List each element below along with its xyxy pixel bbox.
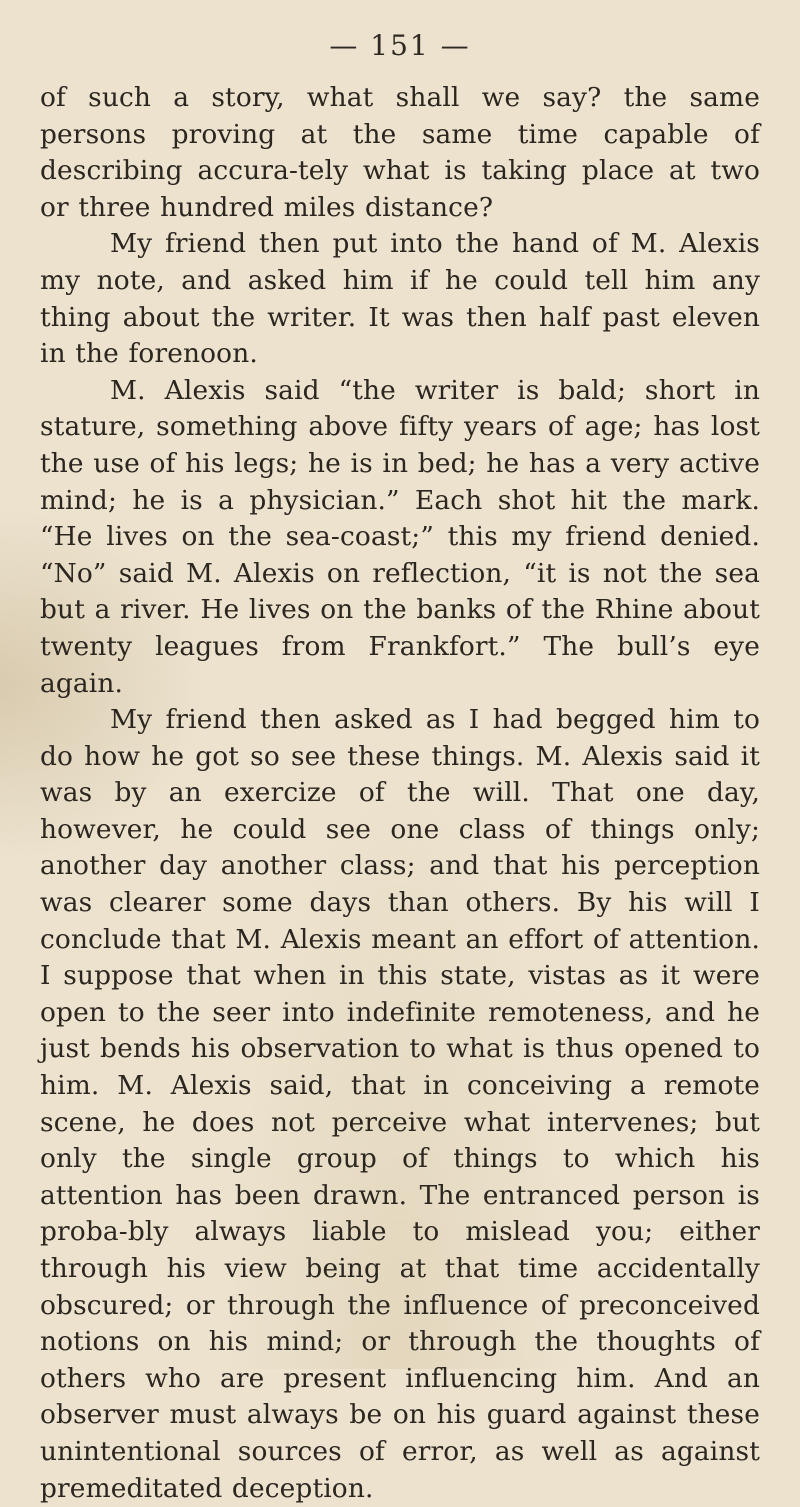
paragraph-1: of such a story, what shall we say? the same persons proving at the same time capable of describing accura-tely what is taking place at two or three hundred miles distance? (40, 82, 760, 223)
paragraph-4: My friend then asked as I had begged him to do how he got so see these things. M. Alexis said it was by an exercize of the will. That one day, however, he could see one class of things only; another day another class; and that his perception was clearer some days than others. By his will I conclude that M. Alexis meant an effort of attention. I suppose that when in this state, vistas as it were open to the seer into indefinite remoteness, and he just bends his observation to what is thus opened to him. M. Alexis said, that in conceiving a remote scene, he does not perceive what intervenes; but only the single group of things to which his attention has been drawn. The entranced person is proba-bly always liable to mislead you; either through his view being at that time accidentally obscured; or through the influence of preconceived notions on his mind; or through the thoughts of others who are present influencing him. And an observer must always be on his guard against these unintentional sources of error, as well as against premeditated deception. (40, 704, 760, 1504)
paragraph-3: M. Alexis said “the writer is bald; short in stature, something above fifty years of age; has lost the use of his legs; he is in bed; he has a very active mind; he is a physician.” Each shot hit the mark. “He lives on the sea-coast;” this my friend denied. “No” said M. Alexis on reflection, “it is not the sea but a river. He lives on the banks of the Rhine about twenty leagues from Frankfort.” The bull’s eye again. (40, 374, 760, 699)
page-number: — 151 — (329, 29, 471, 62)
paragraph-2: My friend then put into the hand of M. Alexis my note, and asked him if he could tell him any thing about the writer. It was then half past eleven in the forenoon. (40, 228, 760, 370)
book-page (40, 18, 760, 1507)
